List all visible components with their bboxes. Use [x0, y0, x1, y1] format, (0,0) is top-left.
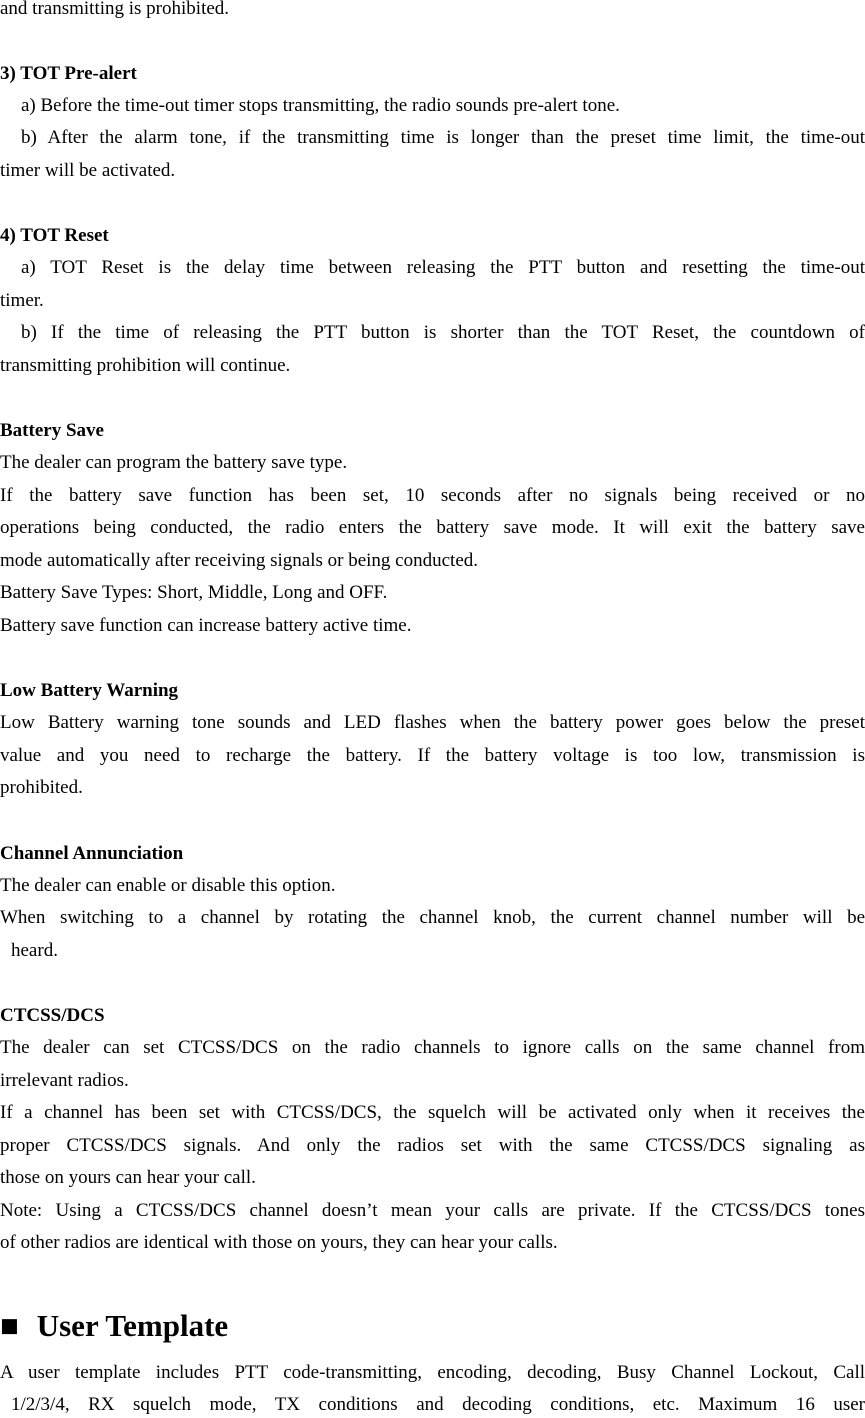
body-text-line: those on yours can hear your call.: [0, 1167, 256, 1188]
body-text-line: b) After the alarm tone, if the transmitting time is longer than the preset time limit, the time-out: [21, 127, 865, 148]
body-text-line: irrelevant radios.: [0, 1070, 129, 1091]
body-text-line: Low Battery warning tone sounds and LED flashes when the battery power goes below the preset: [0, 712, 865, 733]
body-text-line: value and you need to recharge the battery. If the battery voltage is too low, transmission is: [0, 745, 865, 766]
square-bullet-icon: ■: [0, 1308, 19, 1343]
body-text-line: The dealer can set CTCSS/DCS on the radio channels to ignore calls on the same channel from: [0, 1037, 865, 1058]
body-text-line: timer.: [0, 290, 44, 311]
section-heading-battery-save: Battery Save: [0, 420, 104, 441]
body-text-line: of other radios are identical with those on yours, they can hear your calls.: [0, 1232, 558, 1253]
body-text-line: prohibited.: [0, 777, 83, 798]
body-text-line: The dealer can enable or disable this option.: [0, 875, 336, 896]
body-text-line: a) TOT Reset is the delay time between releasing the PTT button and resetting the time-out: [21, 257, 865, 278]
section-heading-channel-annunciation: Channel Annunciation: [0, 843, 184, 864]
body-text-line: If a channel has been set with CTCSS/DCS, the squelch will be activated only when it receives the: [0, 1102, 865, 1123]
body-text-line: Battery Save Types: Short, Middle, Long and OFF.: [0, 582, 388, 603]
body-text-line: and transmitting is prohibited.: [0, 0, 230, 19]
section-heading-tot-reset: 4) TOT Reset: [0, 225, 109, 246]
section-heading-text: User Template: [36, 1308, 229, 1343]
section-heading-user-template: [0, 1306, 228, 1346]
body-text-line: Note: Using a CTCSS/DCS channel doesn’t mean your calls are private. If the CTCSS/DCS tones: [0, 1200, 865, 1221]
body-text-line: When switching to a channel by rotating the channel knob, the current channel number will be: [0, 907, 865, 928]
body-text-line: If the battery save function has been set, 10 seconds after no signals being received or no: [0, 485, 865, 506]
body-text-line: transmitting prohibition will continue.: [0, 355, 291, 376]
body-text-line: b) If the time of releasing the PTT button is shorter than the TOT Reset, the countdown of: [21, 322, 865, 343]
section-heading-tot-pre-alert: 3) TOT Pre-alert: [0, 63, 137, 84]
body-text-line: timer will be activated.: [0, 160, 176, 181]
body-text-line: proper CTCSS/DCS signals. And only the radios set with the same CTCSS/DCS signaling as: [0, 1135, 865, 1156]
section-heading-ctcss-dcs: CTCSS/DCS: [0, 1005, 105, 1026]
body-text-line: 1/2/3/4, RX squelch mode, TX conditions and decoding conditions, etc. Maximum 16 user: [11, 1394, 865, 1415]
body-text-line: Battery save function can increase battery active time.: [0, 615, 412, 636]
body-text-line: The dealer can program the battery save type.: [0, 452, 348, 473]
body-text-line: mode automatically after receiving signals or being conducted.: [0, 550, 478, 571]
body-text-line: operations being conducted, the radio enters the battery save mode. It will exit the battery save: [0, 517, 865, 538]
body-text-line: heard.: [11, 940, 58, 961]
body-text-line: a) Before the time-out timer stops transmitting, the radio sounds pre-alert tone.: [21, 95, 620, 116]
section-heading-low-battery-warning: Low Battery Warning: [0, 680, 179, 701]
body-text-line: A user template includes PTT code-transmitting, encoding, decoding, Busy Channel Lockout, Call: [0, 1362, 865, 1383]
